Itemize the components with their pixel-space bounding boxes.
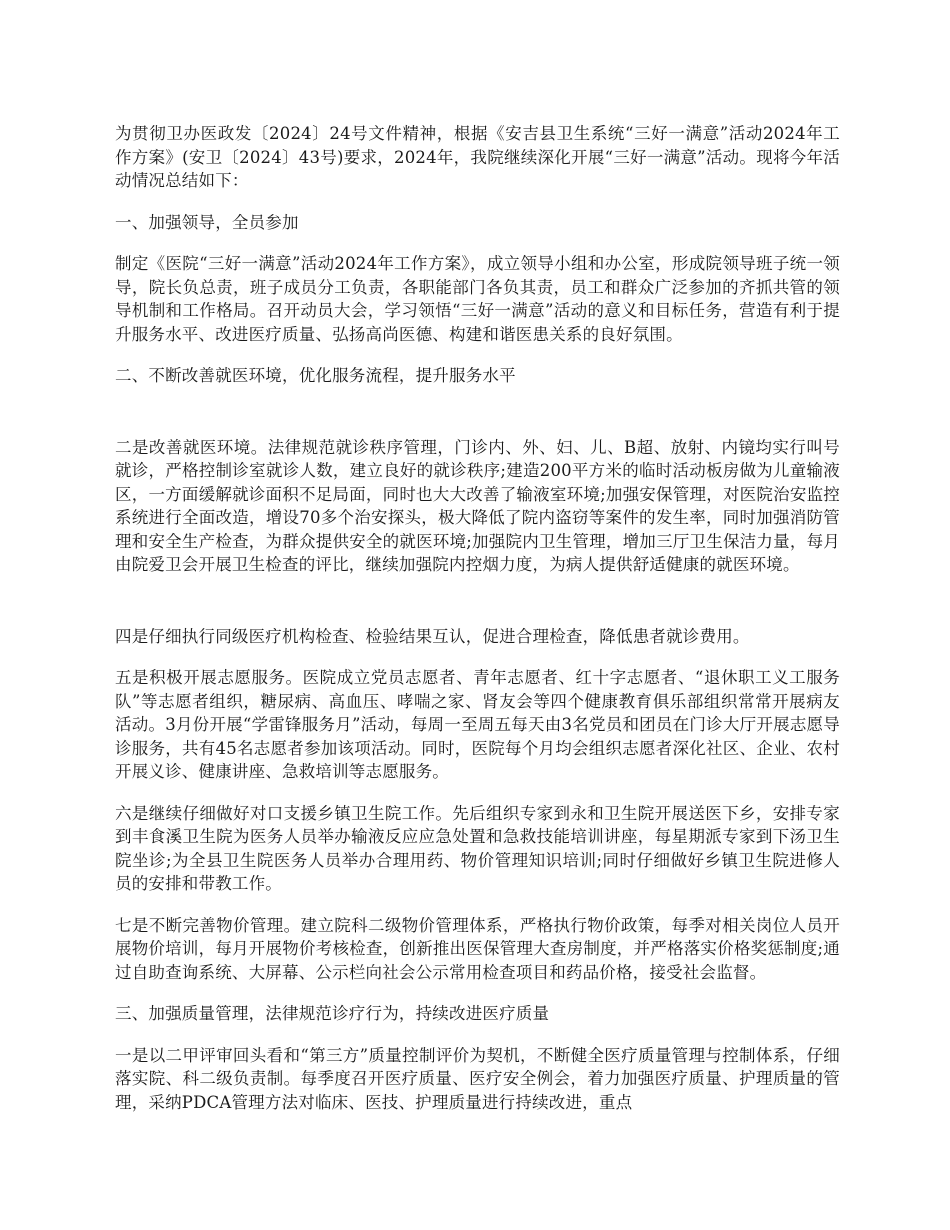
quality-paragraph: 一是以二甲评审回头看和“第三方”质量控制评价为契机，不断健全医疗质量管理与控制体系，仔细落实院、科二级负责制。每季度召开医疗质量、医疗安全例会，着力加强医疗质量、护理质量的管理，采纳PDCA管理方法对临床、医技、护理质量进行持续改进，重点 bbox=[115, 1045, 840, 1112]
document-body bbox=[115, 122, 840, 1114]
volunteer-paragraph: 五是积极开展志愿服务。医院成立党员志愿者、青年志愿者、红十字志愿者、“退休职工义工服务队”等志愿者组织，糖尿病、高血压、哮喘之家、肾友会等四个健康教育俱乐部组织常常开展病友活动。3月份开展“学雷锋服务月”活动，每周一至周五每天由3名党员和团员在门诊大厅开展志愿导诊服务，共有45名志愿者参加该项活动。同时，医院每个月均会组织志愿者深化社区、企业、农村开展义诊、健康讲座、急救培训等志愿服务。 bbox=[115, 668, 840, 781]
intro-paragraph: 为贯彻卫办医政发〔2024〕24号文件精神，根据《安吉县卫生系统“三好一满意”活动2024年工作方案》(安卫〔2024〕43号)要求，2024年，我院继续深化开展“三好一满意”活动。现将今年活动情况总结如下： bbox=[115, 124, 840, 190]
environment-paragraph: 二是改善就医环境。法律规范就诊秩序管理，门诊内、外、妇、儿、B超、放射、内镜均实行叫号就诊，严格控制诊室就诊人数，建立良好的就诊秩序;建造200平方米的临时活动板房做为儿童输液区，一方面缓解就诊面积不足局面，同时也大大改善了输液室环境;加强安保管理，对医院治安监控系统进行全面改造，增设70多个治安探头，极大降低了院内盗窃等案件的发生率，同时加强消防管理和安全生产检查，为群众提供安全的就医环境;加强院内卫生管理，增加三厅卫生保洁力量，每月由院爱卫会开展卫生检查的评比，继续加强院内控烟力度，为病人提供舒适健康的就医环境。 bbox=[115, 437, 840, 574]
section-heading-1: 一、加强领导，全员参加 bbox=[115, 212, 299, 232]
mutual-recognition-paragraph: 四是仔细执行同级医疗机构检查、检验结果互认，促进合理检查，降低患者就诊费用。 bbox=[115, 626, 750, 646]
leadership-paragraph: 制定《医院“三好一满意”活动2024年工作方案》，成立领导小组和办公室，形成院领导班子统一领导，院长负总责，班子成员分工负责，各职能部门各负其责，员工和群众广泛参加的齐抓共管的领导机制和工作格局。召开动员大会，学习领悟“三好一满意”活动的意义和目标任务，营造有利于提升服务水平、改进医疗质量、弘扬高尚医德、构建和谐医患关系的良好氛围。 bbox=[115, 254, 840, 344]
section-heading-3: 三、加强质量管理，法律规范诊疗行为，持续改进医疗质量 bbox=[115, 1004, 550, 1023]
township-support-paragraph: 六是继续仔细做好对口支援乡镇卫生院工作。先后组织专家到永和卫生院开展送医下乡，安排专家到丰食溪卫生院为医务人员举办输液反应应急处置和急救技能培训讲座，每星期派专家到下汤卫生院坐诊;为全县卫生院医务人员举办合理用药、物价管理知识培训;同时仔细做好乡镇卫生院进修人员的安排和带教工作。 bbox=[115, 803, 840, 893]
section-heading-2: 二、不断改善就医环境，优化服务流程，提升服务水平 bbox=[115, 366, 516, 385]
pricing-paragraph: 七是不断完善物价管理。建立院科二级物价管理体系，严格执行物价政策，每季对相关岗位人员开展物价培训，每月开展物价考核检查，创新推出医保管理大查房制度，并严格落实价格奖惩制度;通过自助查询系统、大屏幕、公示栏向社会公示常用检查项目和药品价格，接受社会监督。 bbox=[115, 915, 840, 982]
